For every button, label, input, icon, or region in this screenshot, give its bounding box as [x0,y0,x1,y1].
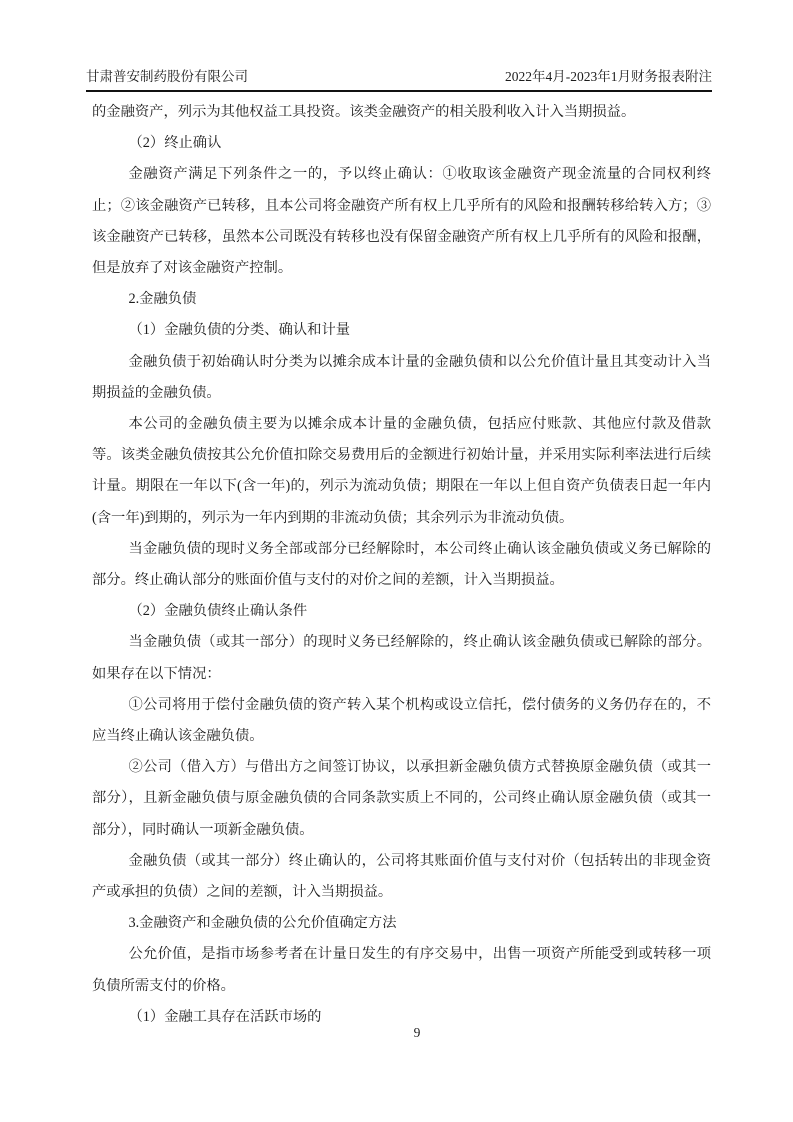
paragraph: 金融负债（或其一部分）终止确认的，公司将其账面价值与支付对价（包括转出的非现金资产或承担的负债）之间的差额，计入当期损益。 [92,852,711,901]
report-title: 2022年4月-2023年1月财务报表附注 [505,69,712,84]
paragraph: 公允价值，是指市场参考者在计量日发生的有序交易中，出售一项资产所能受到或转移一项负债所需支付的价格。 [92,946,711,994]
paragraph: （1）金融负债的分类、确认和计量 [128,322,351,339]
paragraph: 当金融负债（或其一部分）的现时义务已经解除的，终止确认该金融负债或已解除的部分。如果存在以下情况： [92,634,711,682]
paragraph: 金融资产满足下列条件之一的，予以终止确认：①收取该金融资产现金流量的合同权利终止；②该金融资产已转移，且本公司将金融资产所有权上几乎所有的风险和报酬转移给转入方；③该金融资产已转移，虽然本公司既没有转移也没有保留金融资产所有权上几乎所有的风险和报酬，但是放弃了对该金融资产控制。 [92,166,711,277]
paragraph: 金融负债于初始确认时分类为以摊余成本计量的金融负债和以公允价值计量且其变动计入当期损益的金融负债。 [92,353,711,401]
paragraph: 3.金融资产和金融负债的公允价值确定方法 [128,915,397,932]
paragraph: （1）金融工具存在活跃市场的 [128,1008,322,1025]
document-body [92,97,711,1033]
paragraph: （2）金融负债终止确认条件 [128,603,308,620]
page-footer [92,1024,742,1042]
paragraph: （2）终止确认 [128,135,222,152]
paragraph: 的金融资产，列示为其他权益工具投资。该类金融资产的相关股利收入计入当期损益。 [92,104,636,120]
page-number: 9 [413,1025,421,1040]
paragraph: ①公司将用于偿付金融负债的资产转入某个机构或设立信托，偿付债务的义务仍存在的，不应当终止确认该金融负债。 [92,696,711,745]
paragraph: 本公司的金融负债主要为以摊余成本计量的金融负债，包括应付账款、其他应付款及借款等。该类金融负债按其公允价值扣除交易费用后的金额进行初始计量，并采用实际利率法进行后续计量。期限在一年以下(含一年)的，列示为流动负债；期限在一年以上但自资产负债表日起一年内(含一年)到期的，列示为一年内到期的非流动负债；其余列示为非流动负债。 [92,416,711,526]
paragraph: 2.金融负债 [128,291,197,308]
paragraph: 当金融负债的现时义务全部或部分已经解除时，本公司终止确认该金融负债或义务已解除的部分。终止确认部分的账面价值与支付的对价之间的差额，计入当期损益。 [92,540,711,589]
company-name: 甘肃普安制药股份有限公司 [86,69,248,84]
page-header [86,68,712,92]
paragraph: ②公司（借入方）与借出方之间签订协议，以承担新金融负债方式替换原金融负债（或其一部分），且新金融负债与原金融负债的合同条款实质上不同的，公司终止确认原金融负债（或其一部分），同时确认一项新金融负债。 [92,759,711,838]
